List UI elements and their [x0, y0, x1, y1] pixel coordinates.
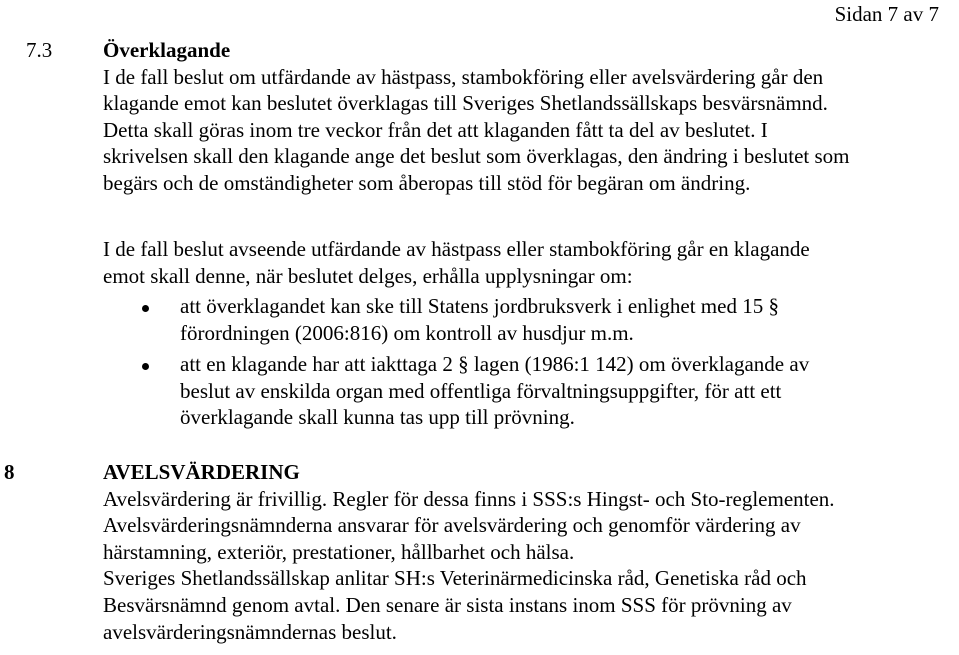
bullet-item [180, 351, 959, 431]
bullet-item [180, 293, 959, 346]
bullet-line: att en klagande har att iakttaga 2 § lagen (1986:1 142) om överklagande av [180, 352, 810, 376]
bullet-line: överklagande skall kunna tas upp till prövning. [180, 405, 575, 430]
paragraph-line: Sveriges Shetlandssällskap anlitar SH:s Veterinärmedicinska råd, Genetiska råd och [103, 566, 807, 591]
section-8-title: AVELSVÄRDERING [103, 460, 300, 484]
section-7-3-title: Överklagande [103, 38, 231, 62]
section-7-3-number: 7.3 [26, 38, 53, 62]
section-8-number: 8 [4, 460, 15, 484]
bullet-dot-icon [142, 293, 149, 320]
section-7-3-paragraph-2 [103, 236, 955, 289]
bullet-line: att överklagandet kan ske till Statens jordbruksverk i enlighet med 15 § [180, 294, 779, 318]
bullet-line: beslut av enskilda organ med offentliga förvaltningsuppgifter, för att ett [180, 378, 782, 403]
paragraph-line: härstamning, exteriör, prestationer, hållbarhet och hälsa. [103, 539, 575, 564]
paragraph-line: Avelsvärderingsnämnderna ansvarar för avelsvärdering och genomför värdering av [103, 513, 801, 538]
bullet-dot-icon [142, 351, 149, 378]
paragraph-line: skrivelsen skall den klagande ange det beslut som överklagas, den ändring i beslutet som [103, 144, 850, 169]
paragraph-line: avelsvärderingsnämndernas beslut. [103, 619, 397, 644]
paragraph-line: I de fall beslut avseende utfärdande av hästpass eller stambokföring går en klagande [103, 237, 810, 261]
paragraph-line: klagande emot kan beslutet överklagas till Sveriges Shetlandssällskaps besvärsnämnd. [103, 91, 828, 116]
paragraph-line: I de fall beslut om utfärdande av hästpass, stambokföring eller avelsvärdering går den [103, 64, 824, 89]
paragraph-line: Detta skall göras inom tre veckor från det att klaganden fått ta del av beslutet. I [103, 117, 768, 142]
page-number: Sidan 7 av 7 [834, 2, 939, 26]
paragraph-line: emot skall denne, när beslutet delges, erhålla upplysningar om: [103, 263, 633, 288]
paragraph-line: Besvärsnämnd genom avtal. Den senare är sista instans inom SSS för prövning av [103, 592, 792, 617]
section-8 [103, 459, 955, 645]
paragraph-line: begärs och de omständigheter som åberopas till stöd för begäran om ändring. [103, 170, 751, 195]
paragraph-line: Avelsvärdering är frivillig. Regler för dessa finns i SSS:s Hingst- och Sto-reglementen. [103, 486, 835, 511]
bullet-line: förordningen (2006:816) om kontroll av husdjur m.m. [180, 320, 634, 345]
section-7-3 [103, 37, 955, 197]
